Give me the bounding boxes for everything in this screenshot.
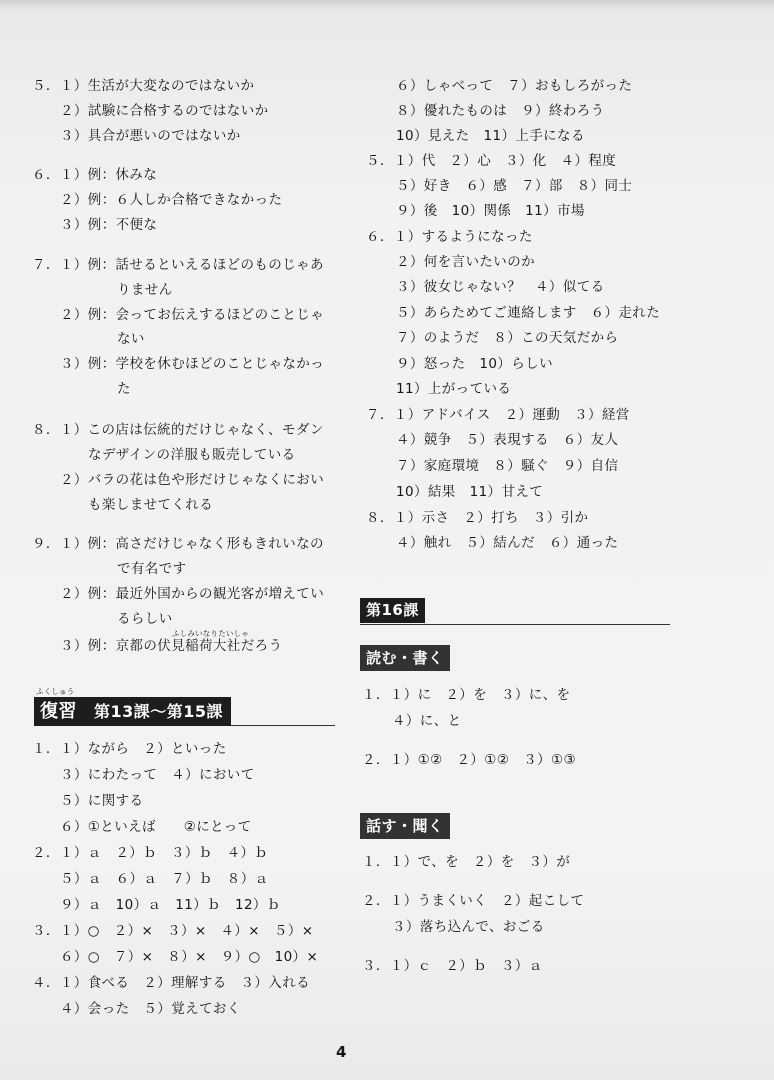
answer-line: ３）例：京都の伏見稲荷大社だろう [60, 638, 283, 654]
answer-line: ５）に関する [60, 793, 144, 809]
answer-line: １．１）ながら ２）といった [32, 741, 227, 757]
answer-line: ６）①といえば ②にとって [60, 819, 252, 835]
answer-line: ２）例：会ってお伝えするほどのことじゃ [60, 307, 325, 323]
answer-line: ２）例：６人しか合格できなかった [60, 192, 283, 208]
answer-line: ３）にわたって ４）において [60, 767, 255, 783]
answer-line: ７．１）例：話せるといえるほどのものじゃあ [32, 257, 324, 273]
answer-line: ９）ａ 10）ａ 11）ｂ 12）ｂ [60, 897, 281, 913]
answer-line: ９）怒った 10）らしい [396, 356, 553, 372]
read-write-header: 読む・書く [360, 645, 450, 671]
answer-line: ５）好き ６）感 ７）部 ８）同士 [396, 178, 633, 194]
page-top-edge [0, 0, 774, 10]
answer-line: ５）あらためてご連絡します ６）走れた [396, 305, 661, 321]
divider [360, 624, 670, 625]
answer-line: ８．１）示さ ２）打ち ３）引か [366, 510, 589, 526]
answer-line: ７．１）アドバイス ２）運動 ３）経営 [366, 407, 630, 423]
answer-line: ６）しゃべって ７）おもしろがった [396, 78, 633, 94]
review-header [34, 697, 231, 726]
answer-line: ４．１）食べる ２）理解する ３）入れる [32, 975, 310, 991]
answer-line: ２．１）うまくいく ２）起こして [362, 893, 585, 909]
answer-line: た [117, 381, 131, 397]
answer-line: も楽しませてくれる [88, 497, 214, 513]
answer-line: ７）のようだ ８）この天気だから [396, 330, 619, 346]
answer-line: ３）彼女じゃない？ ４）似てる [396, 279, 605, 295]
answer-line: ６．１）例：休みな [32, 167, 158, 183]
answer-line: ６．１）するようになった [366, 229, 533, 245]
answer-line: ない [117, 331, 145, 347]
answer-line: ３．１）ｃ ２）ｂ ３）ａ [362, 958, 543, 974]
answer-line: ８）優れたものは ９）終わろう [396, 103, 605, 119]
answer-line: 11）上がっている [396, 381, 512, 397]
answer-line: 10）結果 11）甘えて [396, 484, 544, 500]
furigana: ふしみいなりたいしゃ [172, 629, 249, 638]
answer-line: ７）家庭環境 ８）騒ぐ ９）自信 [396, 458, 619, 474]
answer-line: ８．１）この店は伝統的だけじゃなく、モダン [32, 422, 324, 438]
speak-listen-header: 話す・聞く [360, 813, 450, 839]
answer-line: ３）落ち込んで、おごる [392, 919, 545, 935]
answer-line: ２）試験に合格するのではないか [60, 103, 269, 119]
page-number: 4 [336, 1043, 347, 1061]
review-label: 復習 [40, 701, 77, 722]
answer-line: 10）見えた 11）上手になる [396, 128, 585, 144]
answer-line: ２）バラの花は色や形だけじゃなくにおい [60, 472, 325, 488]
answer-line: ６）○ ７）× ８）× ９）○ 10）× [60, 949, 319, 965]
answer-line: ２）例：最近外国からの観光客が増えてい [60, 586, 325, 602]
answer-line: ２）何を言いたいのか [396, 254, 535, 270]
lesson-16-header: 第16課 [360, 598, 425, 623]
answer-line: ３．１）○ ２）× ３）× ４）× ５）× [32, 923, 314, 939]
answer-line: ２．１）①② ２）①② ３）①③ [362, 752, 577, 768]
answer-line: ２．１）ａ ２）ｂ ３）ｂ ４）ｂ [32, 845, 269, 861]
answer-line: １．１）で、を ２）を ３）が [362, 854, 571, 870]
answer-line: るらしい [117, 611, 173, 627]
divider [231, 725, 335, 726]
answer-line: ４）会った ５）覚えておく [60, 1001, 241, 1017]
answer-line: ５．１）生活が大変なのではないか [32, 78, 255, 94]
answer-line: １．１）に ２）を ３）に、を [362, 687, 571, 703]
answer-line: ５）ａ ６）ａ ７）ｂ ８）ａ [60, 871, 269, 887]
answer-line: ４）触れ ５）結んだ ６）通った [396, 535, 619, 551]
answer-line: りません [117, 282, 173, 298]
answer-line: ４）に、と [392, 713, 462, 729]
review-furigana: ふくしゅう [36, 687, 75, 696]
answer-line: ４）競争 ５）表現する ６）友人 [396, 432, 619, 448]
answer-line: ５．１）代 ２）心 ３）化 ４）程度 [366, 153, 617, 169]
answer-line: ３）具合が悪いのではないか [60, 128, 241, 144]
answer-line: ３）例：不便な [60, 217, 158, 233]
answer-line: で有名です [117, 561, 187, 577]
answer-line: ９．１）例：高さだけじゃなく形もきれいなの [32, 536, 324, 552]
answer-line: ９）後 10）関係 11）市場 [396, 203, 585, 219]
review-range: 第13課～第15課 [94, 702, 224, 721]
answer-line: ３）例：学校を休むほどのことじゃなかっ [60, 356, 325, 372]
answer-line: なデザインの洋服も販売している [88, 447, 296, 463]
